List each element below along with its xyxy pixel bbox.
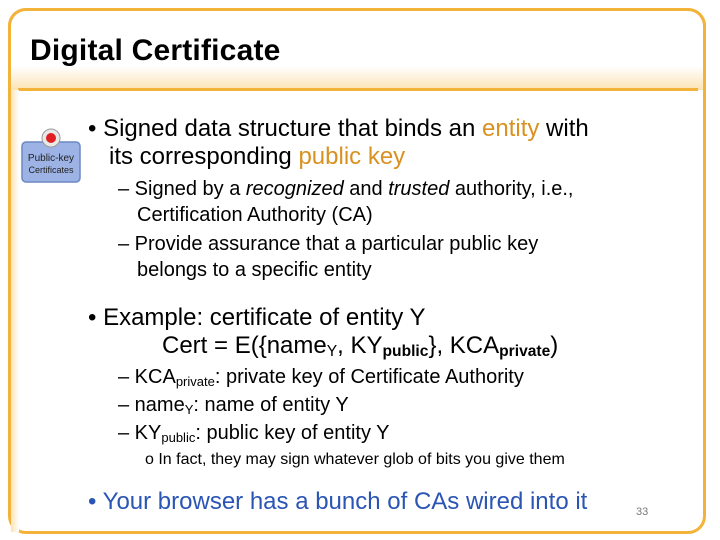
- bullet-3: • Your browser has a bunch of CAs wired into it: [88, 488, 588, 515]
- sub-bullet-signed-line2: Certification Authority (CA): [137, 204, 373, 226]
- sub-bullet-assurance-line2: belongs to a specific entity: [137, 259, 372, 281]
- certificate-icon: [20, 128, 82, 184]
- side-accent-bar: [11, 90, 19, 532]
- sub-bullet-ky: – $KY_{public}$: public key of entity Y: [118, 422, 390, 445]
- sub-bullet-signed: – Signed by a recognized and trusted authority, i.e.,: [118, 178, 574, 200]
- icon-label-line2: Certificates: [28, 165, 74, 175]
- bullet-1: • Signed data structure that binds an entity with: [88, 115, 589, 142]
- sub-bullet-name: – name$_Y$: name of entity Y: [118, 394, 349, 417]
- sub-sub-bullet: o In fact, they may sign whatever glob of bits you give them: [145, 451, 565, 468]
- entity-highlight: entity: [482, 115, 540, 142]
- sub-bullet-assurance: – Provide assurance that a particular public key: [118, 233, 539, 255]
- sub-bullet-kca: – $KCA_{private}$: private key of Certificate Authority: [118, 366, 524, 389]
- slide-title: Digital Certificate: [30, 34, 281, 67]
- page-number: 33: [636, 506, 649, 518]
- title-divider: [18, 88, 698, 91]
- public-key-highlight: public key: [298, 143, 406, 170]
- icon-label-line1: Public-key: [27, 153, 75, 164]
- cert-formula: Cert = E({name$_Y$, $KY_{public}$}, $KCA_{private}$): [162, 332, 559, 360]
- bullet-1-line2: its corresponding public key: [109, 143, 406, 170]
- bullet-2: • Example: certificate of entity Y: [88, 304, 426, 331]
